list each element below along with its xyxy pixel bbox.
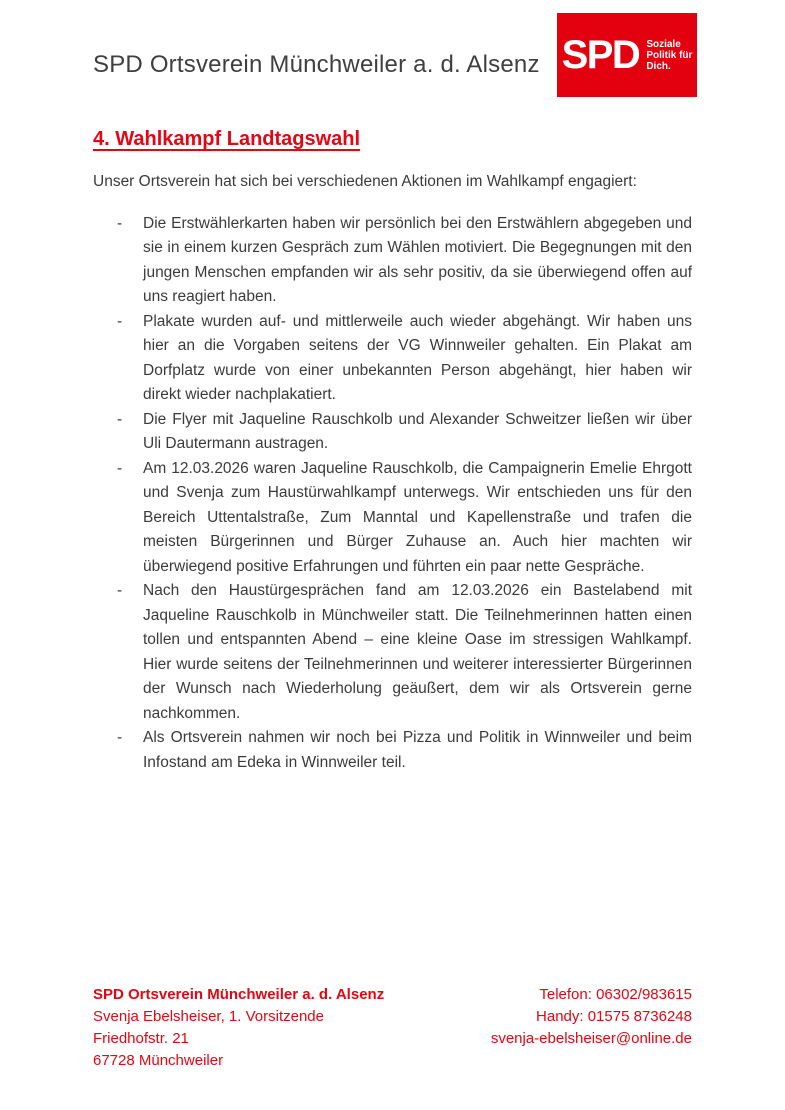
document-header <box>93 13 697 97</box>
list-item-text: Die Erstwählerkarten haben wir persönlich bei den Erstwählern abgegeben und sie in einem kurzen Gespräch zum Wählen motiviert. Die Begegnungen mit den jungen Menschen empfanden wir als sehr positiv, da sie überwiegend offen auf uns reagiert haben. <box>143 214 692 305</box>
spd-logo-acronym: SPD <box>561 33 640 77</box>
section-heading: 4. Wahlkampf Landtagswahl <box>93 128 361 150</box>
list-item-text: Als Ortsverein nahmen wir noch bei Pizza und Politik in Winnweiler und beim Infostand am Edeka in Winnweiler teil. <box>143 729 692 771</box>
list-item-text: Nach den Haustürgesprächen fand am 12.03.2026 ein Bastelabend mit Jaqueline Rauschkolb in Münchweiler statt. Die Teilnehmerinnen hatten einen tollen und entspannten Abend – eine kleine Oase im stressigen Wahlkampf. Hier wurde seitens der Teilnehmerinnen und weiterer interessierter Bürgerinnen der Wunsch nach Wiederholung geäußert, dem wir als Ortsverein gerne nachkommen. <box>143 582 692 722</box>
dash-bullet-marker: - <box>117 582 123 599</box>
footer-telephone: Telefon: 06302/983615 <box>539 986 692 1003</box>
bullet-list <box>93 212 692 776</box>
spd-claim-line-2: Politik für <box>646 49 693 61</box>
footer-email: svenja-ebelsheiser@online.de <box>490 1030 692 1047</box>
spd-claim-line-3: Dich. <box>646 60 671 72</box>
footer-mobile: Handy: 01575 8736248 <box>536 1008 692 1025</box>
list-item <box>93 408 692 457</box>
footer-phone-block <box>491 984 692 1072</box>
dash-bullet-marker: - <box>117 459 123 477</box>
list-item <box>93 457 692 580</box>
footer-address-block <box>93 984 384 1072</box>
footer-street: Friedhofstr. 21 <box>93 1030 189 1047</box>
dash-bullet-marker: - <box>117 729 123 746</box>
document-body <box>93 128 692 775</box>
list-item <box>93 212 692 310</box>
page-title: SPD Ortsverein Münchweiler a. d. Alsenz <box>93 51 540 78</box>
list-item-text: Plakate wurden auf- und mittlerweile auch wieder abgehängt. Wir haben uns hier an die Vorgaben seitens der VG Winnweiler gehalten. Ein Plakat am Dorfplatz wurde von einer unbekannten Person abgehängt, hier haben wir direkt wieder nachplakatiert. <box>143 312 692 403</box>
spd-logo-claim <box>646 39 692 72</box>
dash-bullet-marker: - <box>117 214 123 232</box>
footer-org-name: SPD Ortsverein Münchweiler a. d. Alsenz <box>93 986 385 1003</box>
list-item-text: Die Flyer mit Jaqueline Rauschkolb und Alexander Schweitzer ließen wir über Uli Dautermann austragen. <box>143 410 692 452</box>
dash-bullet-marker: - <box>117 312 123 330</box>
list-item-text: Am 12.03.2026 waren Jaqueline Rauschkolb, die Campaignerin Emelie Ehrgott und Svenja zum Haustürwahlkampf unterwegs. Wir entschieden uns für den Bereich Uttentalstraße, Zum Manntal und Kapellenstraße und trafen die meisten Bürgerinnen und Bürger Zuhause an. Auch hier machten wir überwiegend positive Erfahrungen und führten ein paar nette Gespräche. <box>143 459 692 575</box>
footer-city: 67728 Münchweiler <box>93 1052 224 1069</box>
spd-claim-line-1: Soziale <box>646 38 681 50</box>
spd-logo <box>557 13 697 97</box>
list-item <box>93 726 692 775</box>
footer-contact-person: Svenja Ebelsheiser, 1. Vorsitzende <box>93 1008 324 1025</box>
contact-footer <box>93 984 692 1072</box>
dash-bullet-marker: - <box>117 410 123 428</box>
section-intro: Unser Ortsverein hat sich bei verschiedenen Aktionen im Wahlkampf engagiert: <box>93 173 637 190</box>
list-item <box>93 310 692 408</box>
list-item <box>93 579 692 726</box>
